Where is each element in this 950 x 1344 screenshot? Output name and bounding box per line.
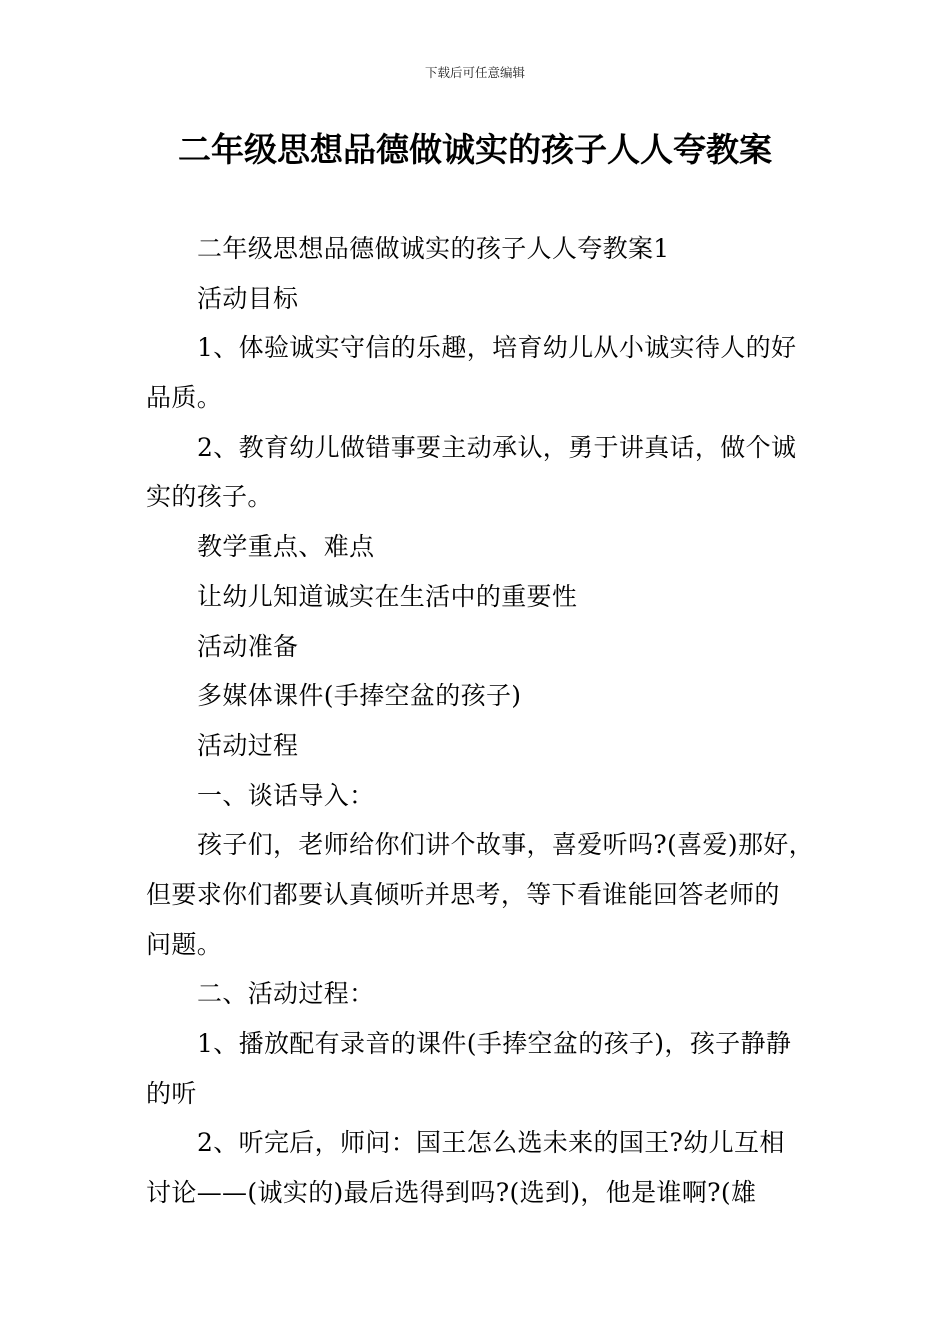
paragraph-line: 让幼儿知道诚实在生活中的重要性 [197, 581, 578, 611]
paragraph-heading-key-points [146, 522, 846, 572]
paragraph-line: 二、活动过程： [197, 979, 375, 1009]
paragraph-story-intro [146, 820, 846, 969]
paragraph-line: 问题。 [146, 929, 223, 959]
paragraph-line: 品质。 [146, 383, 223, 413]
paragraph-objective-1 [146, 323, 846, 422]
paragraph-line: 二年级思想品德做诚实的孩子人人夸教案1 [197, 234, 670, 263]
paragraph-objective-2 [146, 423, 846, 522]
paragraph-line: 2、教育幼儿做错事要主动承认，勇于讲真话，做个诚 [197, 432, 797, 462]
paragraph-heading-preparation [146, 622, 846, 672]
paragraph-heading-objectives [146, 274, 846, 324]
document-body [146, 224, 846, 1218]
paragraph-preparation [146, 671, 846, 721]
document-title: 二年级思想品德做诚实的孩子人人夸教案 [178, 130, 772, 169]
paragraph-line: 讨论——(诚实的)最后选得到吗?(选到)，他是谁啊?(雄 [146, 1178, 757, 1208]
paragraph-key-point [146, 572, 846, 622]
paragraph-line: 实的孩子。 [146, 482, 273, 512]
paragraph-line: 2、听完后，师问：国王怎么选未来的国王?幼儿互相 [197, 1128, 785, 1158]
paragraph-line: 多媒体课件(手捧空盆的孩子) [197, 681, 522, 711]
paragraph-line: 的听 [146, 1078, 197, 1108]
paragraph-step-1 [146, 1019, 846, 1118]
paragraph-subtitle [146, 224, 846, 274]
paragraph-section-1 [146, 771, 846, 821]
paragraph-section-2 [146, 969, 846, 1019]
paragraph-line: 教学重点、难点 [197, 532, 375, 562]
paragraph-line: 孩子们，老师给你们讲个故事，喜爱听吗?(喜爱)那好， [197, 830, 815, 860]
paragraph-line: 1、播放配有录音的课件(手捧空盆的孩子)，孩子静静 [197, 1029, 792, 1058]
paragraph-line: 活动目标 [197, 283, 299, 313]
paragraph-line: 1、体验诚实守信的乐趣，培育幼儿从小诚实待人的好 [197, 333, 797, 363]
paragraph-line: 但要求你们都要认真倾听并思考，等下看谁能回答老师的 [146, 879, 780, 909]
paragraph-line: 活动过程 [197, 730, 299, 760]
paragraph-line: 一、谈话导入： [197, 780, 375, 810]
paragraph-step-2 [146, 1118, 846, 1217]
header-note: 下载后可任意编辑 [424, 65, 525, 80]
paragraph-heading-process [146, 721, 846, 771]
paragraph-line: 活动准备 [197, 631, 299, 661]
